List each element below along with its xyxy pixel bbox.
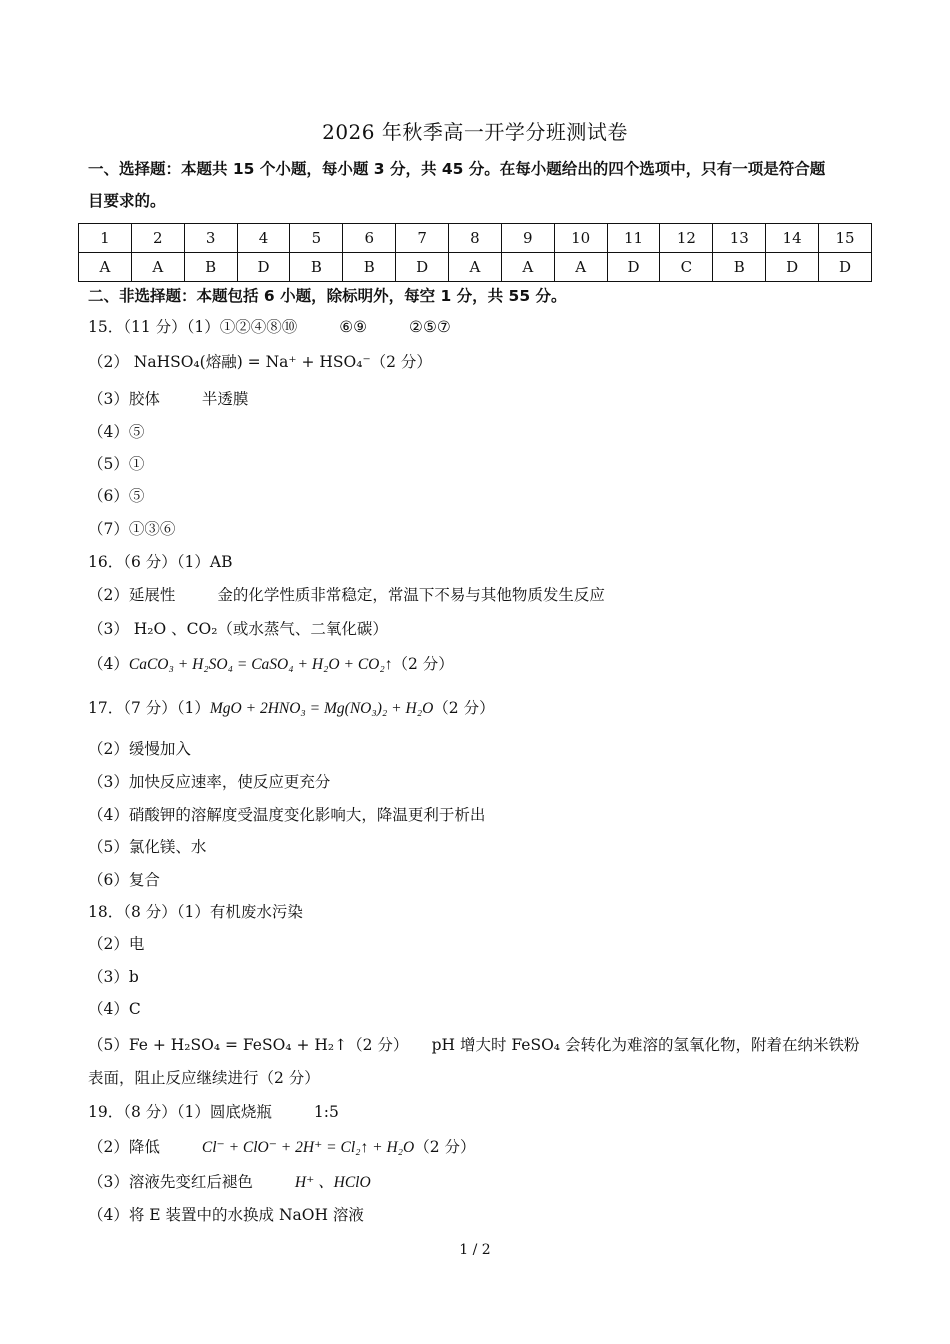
q19-part2-answer: （2）降低 xyxy=(88,1138,160,1156)
q18-line5: （5）Fe + H₂SO₄ = FeSO₄ + H₂↑（2 分） pH 增大时 FeSO₄ 会转化为难溶的氢氧化物，附着在纳米铁粉表面，阻止反应继续进行（2 分） xyxy=(88,1036,860,1087)
answer-cell: B xyxy=(343,253,396,282)
answer-cell: C xyxy=(660,253,713,282)
answer-table xyxy=(78,223,872,282)
q17-line4: （4）硝酸钾的溶解度受温度变化影响大，降温更利于析出 xyxy=(88,806,486,824)
answer-table-number-row xyxy=(79,224,872,253)
q17-part1-label: 17．（7 分）（1） xyxy=(88,699,210,717)
question-number-cell: 6 xyxy=(343,224,396,253)
question-number-cell: 9 xyxy=(501,224,554,253)
answer-cell: B xyxy=(290,253,343,282)
page-title: 2026 年秋季高一开学分班测试卷 xyxy=(322,120,628,144)
q17-line5: （5）氯化镁、水 xyxy=(88,838,207,856)
question-number-cell: 8 xyxy=(449,224,502,253)
q15-line4: （4）⑤ xyxy=(88,423,145,441)
q17-equation: MgO + 2HNO₃ = Mg(NO₃)₂ + H₂O xyxy=(209,700,434,717)
q17-line1 xyxy=(88,697,495,720)
q16-part4-score: （2 分） xyxy=(392,655,454,673)
q17-line6: （6）复合 xyxy=(88,871,160,889)
q19-part1-answer: 19．（8 分）（1）圆底烧瓶 xyxy=(88,1103,272,1121)
q19-part3-ions: H⁺ 、HClO xyxy=(294,1174,371,1191)
question-number-cell: 10 xyxy=(554,224,607,253)
q19-part3-answer: （3）溶液先变红后褪色 xyxy=(88,1173,253,1191)
q18-line2: （2）电 xyxy=(88,935,145,953)
q19-line2 xyxy=(88,1136,476,1159)
q16-equation: CaCO₃ + H₂SO₄ = CaSO₄ + H₂O + CO₂↑ xyxy=(128,656,393,673)
section2-heading: 二、非选择题：本题包括 6 小题，除标明外，每空 1 分，共 55 分。 xyxy=(88,287,567,305)
question-number-cell: 15 xyxy=(819,224,872,253)
q15-line5: （5）① xyxy=(88,455,145,473)
question-number-cell: 2 xyxy=(131,224,184,253)
question-number-cell: 5 xyxy=(290,224,343,253)
q16-part4-label: （4） xyxy=(88,655,129,673)
q15-line3 xyxy=(88,388,248,410)
question-number-cell: 13 xyxy=(713,224,766,253)
answer-cell: D xyxy=(237,253,290,282)
q15-line6: （6）⑤ xyxy=(88,487,145,505)
q18-line3: （3）b xyxy=(88,968,139,986)
answer-cell: D xyxy=(766,253,819,282)
section1-heading-line1: 一、选择题：本题共 15 个小题，每小题 3 分，共 45 分。在每小题给出的四个选项中，只有一项是符合题 xyxy=(88,160,826,178)
question-number-cell: 7 xyxy=(396,224,449,253)
q15-part3-answer: （3）胶体 xyxy=(88,390,160,408)
q19-equation: Cl⁻ + ClO⁻ + 2H⁺ = Cl₂↑ + H₂O xyxy=(201,1139,415,1156)
page-number: 1 / 2 xyxy=(459,1242,491,1258)
answer-cell: B xyxy=(713,253,766,282)
section1-heading-line2: 目要求的。 xyxy=(88,192,166,210)
answer-cell: A xyxy=(554,253,607,282)
answer-cell: D xyxy=(819,253,872,282)
question-number-cell: 1 xyxy=(79,224,132,253)
question-number-cell: 14 xyxy=(766,224,819,253)
q15-part1-answer3: ②⑤⑦ xyxy=(409,318,451,336)
answer-cell: A xyxy=(79,253,132,282)
answer-cell: A xyxy=(501,253,554,282)
q15-part3-answer2: 半透膜 xyxy=(201,390,249,408)
q16-line2 xyxy=(88,584,605,606)
answer-cell: A xyxy=(449,253,502,282)
q18-line4: （4）C xyxy=(88,1000,141,1018)
question-number-cell: 4 xyxy=(237,224,290,253)
question-number-cell: 12 xyxy=(660,224,713,253)
q15-line7: （7）①③⑥ xyxy=(88,520,176,538)
q16-part2-reason: 金的化学性质非常稳定，常温下不易与其他物质发生反应 xyxy=(217,586,605,604)
answer-cell: B xyxy=(184,253,237,282)
q19-part2-score: （2 分） xyxy=(414,1138,476,1156)
q18-line1: 18．（8 分）（1）有机废水污染 xyxy=(88,903,303,921)
answer-cell: D xyxy=(607,253,660,282)
q16-line1: 16．（6 分）（1）AB xyxy=(88,553,233,571)
answer-cell: D xyxy=(396,253,449,282)
q19-line3 xyxy=(88,1171,371,1194)
q17-line3: （3）加快反应速率，使反应更充分 xyxy=(88,773,331,791)
q17-line2: （2）缓慢加入 xyxy=(88,740,191,758)
q15-line1 xyxy=(88,316,451,338)
answer-cell: A xyxy=(131,253,184,282)
q17-part1-score: （2 分） xyxy=(433,699,495,717)
q19-line4: （4）将 E 装置中的水换成 NaOH 溶液 xyxy=(88,1206,364,1224)
q16-line4 xyxy=(88,653,454,676)
q15-part1-answer2: ⑥⑨ xyxy=(339,318,368,336)
q15-line2: （2） NaHSO₄(熔融) = Na⁺ + HSO₄⁻（2 分） xyxy=(88,353,432,371)
question-number-cell: 11 xyxy=(607,224,660,253)
q16-line3: （3） H₂O 、CO₂（或水蒸气、二氧化碳） xyxy=(88,620,388,638)
q19-part1-ratio: 1:5 xyxy=(313,1103,339,1121)
answer-table-answer-row xyxy=(79,253,872,282)
q16-part2-answer: （2）延展性 xyxy=(88,586,176,604)
question-number-cell: 3 xyxy=(184,224,237,253)
q19-line1 xyxy=(88,1101,339,1123)
q15-part1-answer: 15．（11 分）（1）①②④⑧⑩ xyxy=(88,318,298,336)
